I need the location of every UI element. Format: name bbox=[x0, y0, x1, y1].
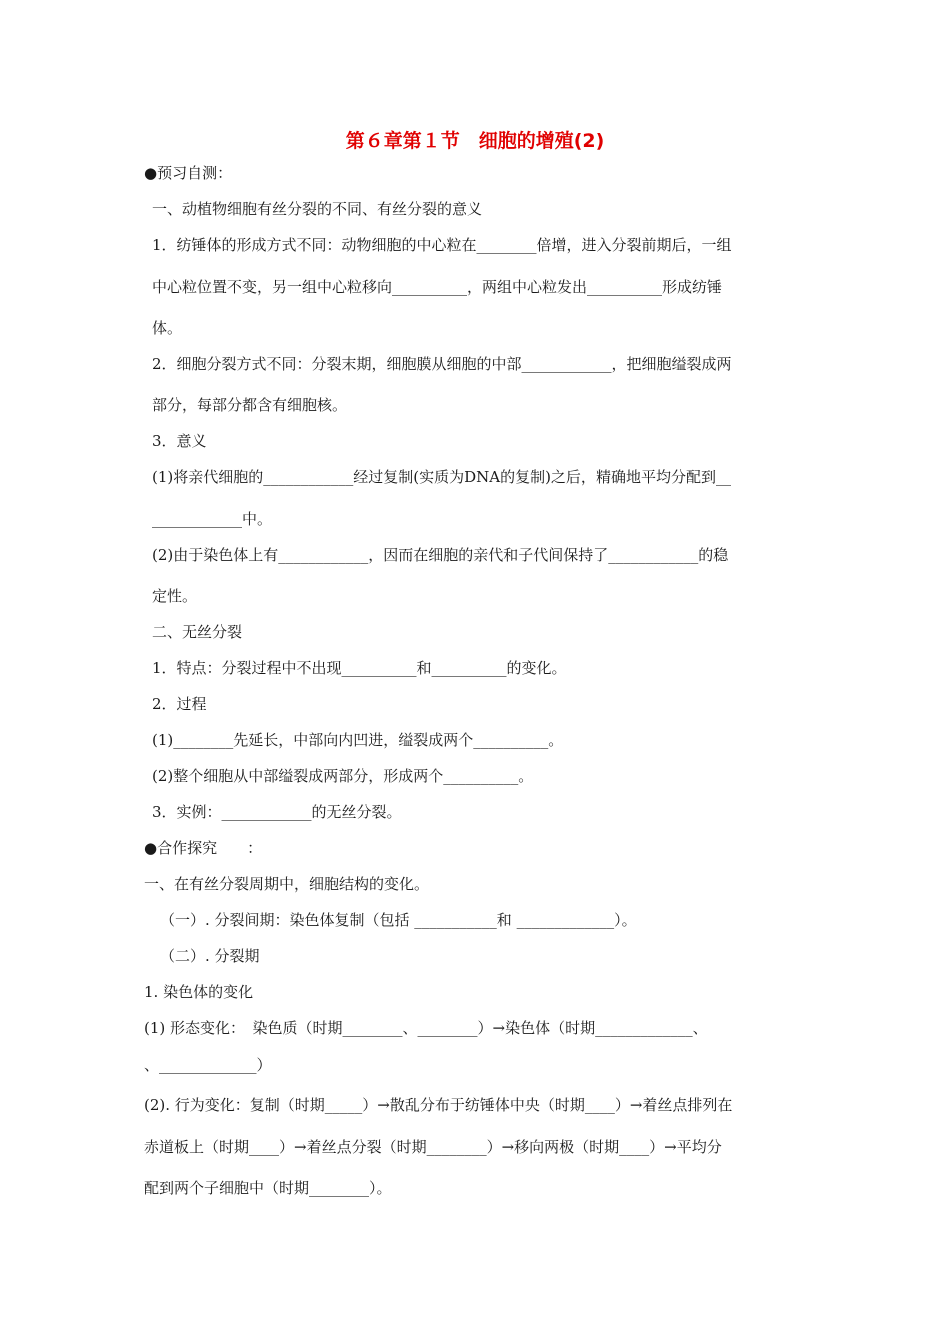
item-1-line-3: 体。 bbox=[152, 319, 183, 337]
significance-1-line-2: ____________中。 bbox=[152, 510, 273, 528]
item-3-heading: 3．意义 bbox=[152, 432, 207, 450]
interphase-line: （一）. 分裂间期：染色体复制（包括 ___________和 _____________）。 bbox=[160, 911, 637, 929]
heading-structure-changes: 一、在有丝分裂周期中，细胞结构的变化。 bbox=[144, 875, 430, 893]
behavior-change-line-2: 赤道板上（时期____）→着丝点分裂（时期________）→移向两极（时期____）→平均分 bbox=[144, 1138, 722, 1156]
amitosis-example: 3．实例：____________的无丝分裂。 bbox=[152, 803, 402, 821]
amitosis-process-2: (2)整个细胞从中部缢裂成两部分，形成两个__________。 bbox=[152, 767, 534, 785]
mitotic-phase-heading: （二）. 分裂期 bbox=[160, 947, 260, 965]
item-2-line-2: 部分，每部分都含有细胞核。 bbox=[152, 396, 348, 414]
item-2-line-1: 2．细胞分裂方式不同：分裂末期，细胞膜从细胞的中部____________，把细胞缢裂成两 bbox=[152, 355, 732, 373]
morphology-change-line-2: 、_____________） bbox=[144, 1056, 272, 1074]
item-1-line-1: 1．纺锤体的形成方式不同：动物细胞的中心粒在________倍增，进入分裂前期后，一组 bbox=[152, 236, 732, 254]
amitosis-feature: 1．特点：分裂过程中不出现__________和__________的变化。 bbox=[152, 659, 567, 677]
heading-amitosis: 二、无丝分裂 bbox=[152, 623, 243, 641]
behavior-change-line-1: (2). 行为变化：复制（时期_____）→散乱分布于纺锤体中央（时期____）→着丝点排列在 bbox=[144, 1096, 733, 1114]
amitosis-process-heading: 2．过程 bbox=[152, 695, 207, 713]
page-title: 第６章第１节 细胞的增殖(2) bbox=[345, 130, 605, 152]
heading-mitosis-differences: 一、动植物细胞有丝分裂的不同、有丝分裂的意义 bbox=[152, 200, 483, 218]
section-cooperative-heading: ●合作探究 ： bbox=[144, 839, 263, 857]
morphology-change-line-1: (1) 形态变化： 染色质（时期________、________）→染色体（时期_____________、 bbox=[144, 1019, 708, 1037]
item-1-line-2: 中心粒位置不变，另一组中心粒移向__________，两组中心粒发出__________形成纺锤 bbox=[152, 278, 723, 296]
behavior-change-line-3: 配到两个子细胞中（时期________）。 bbox=[144, 1179, 392, 1197]
significance-2-line-1: (2)由于染色体上有____________，因而在细胞的亲代和子代间保持了____________的稳 bbox=[152, 546, 729, 564]
significance-1-line-1: (1)将亲代细胞的____________经过复制(实质为DNA的复制)之后，精确地平均分配到__ bbox=[152, 468, 731, 486]
amitosis-process-1: (1)________先延长，中部向内凹进，缢裂成两个__________。 bbox=[152, 731, 564, 749]
section-preview-heading: ●预习自测： bbox=[144, 164, 233, 182]
chromosome-changes-heading: 1. 染色体的变化 bbox=[144, 983, 254, 1001]
significance-2-line-2: 定性。 bbox=[152, 587, 198, 605]
